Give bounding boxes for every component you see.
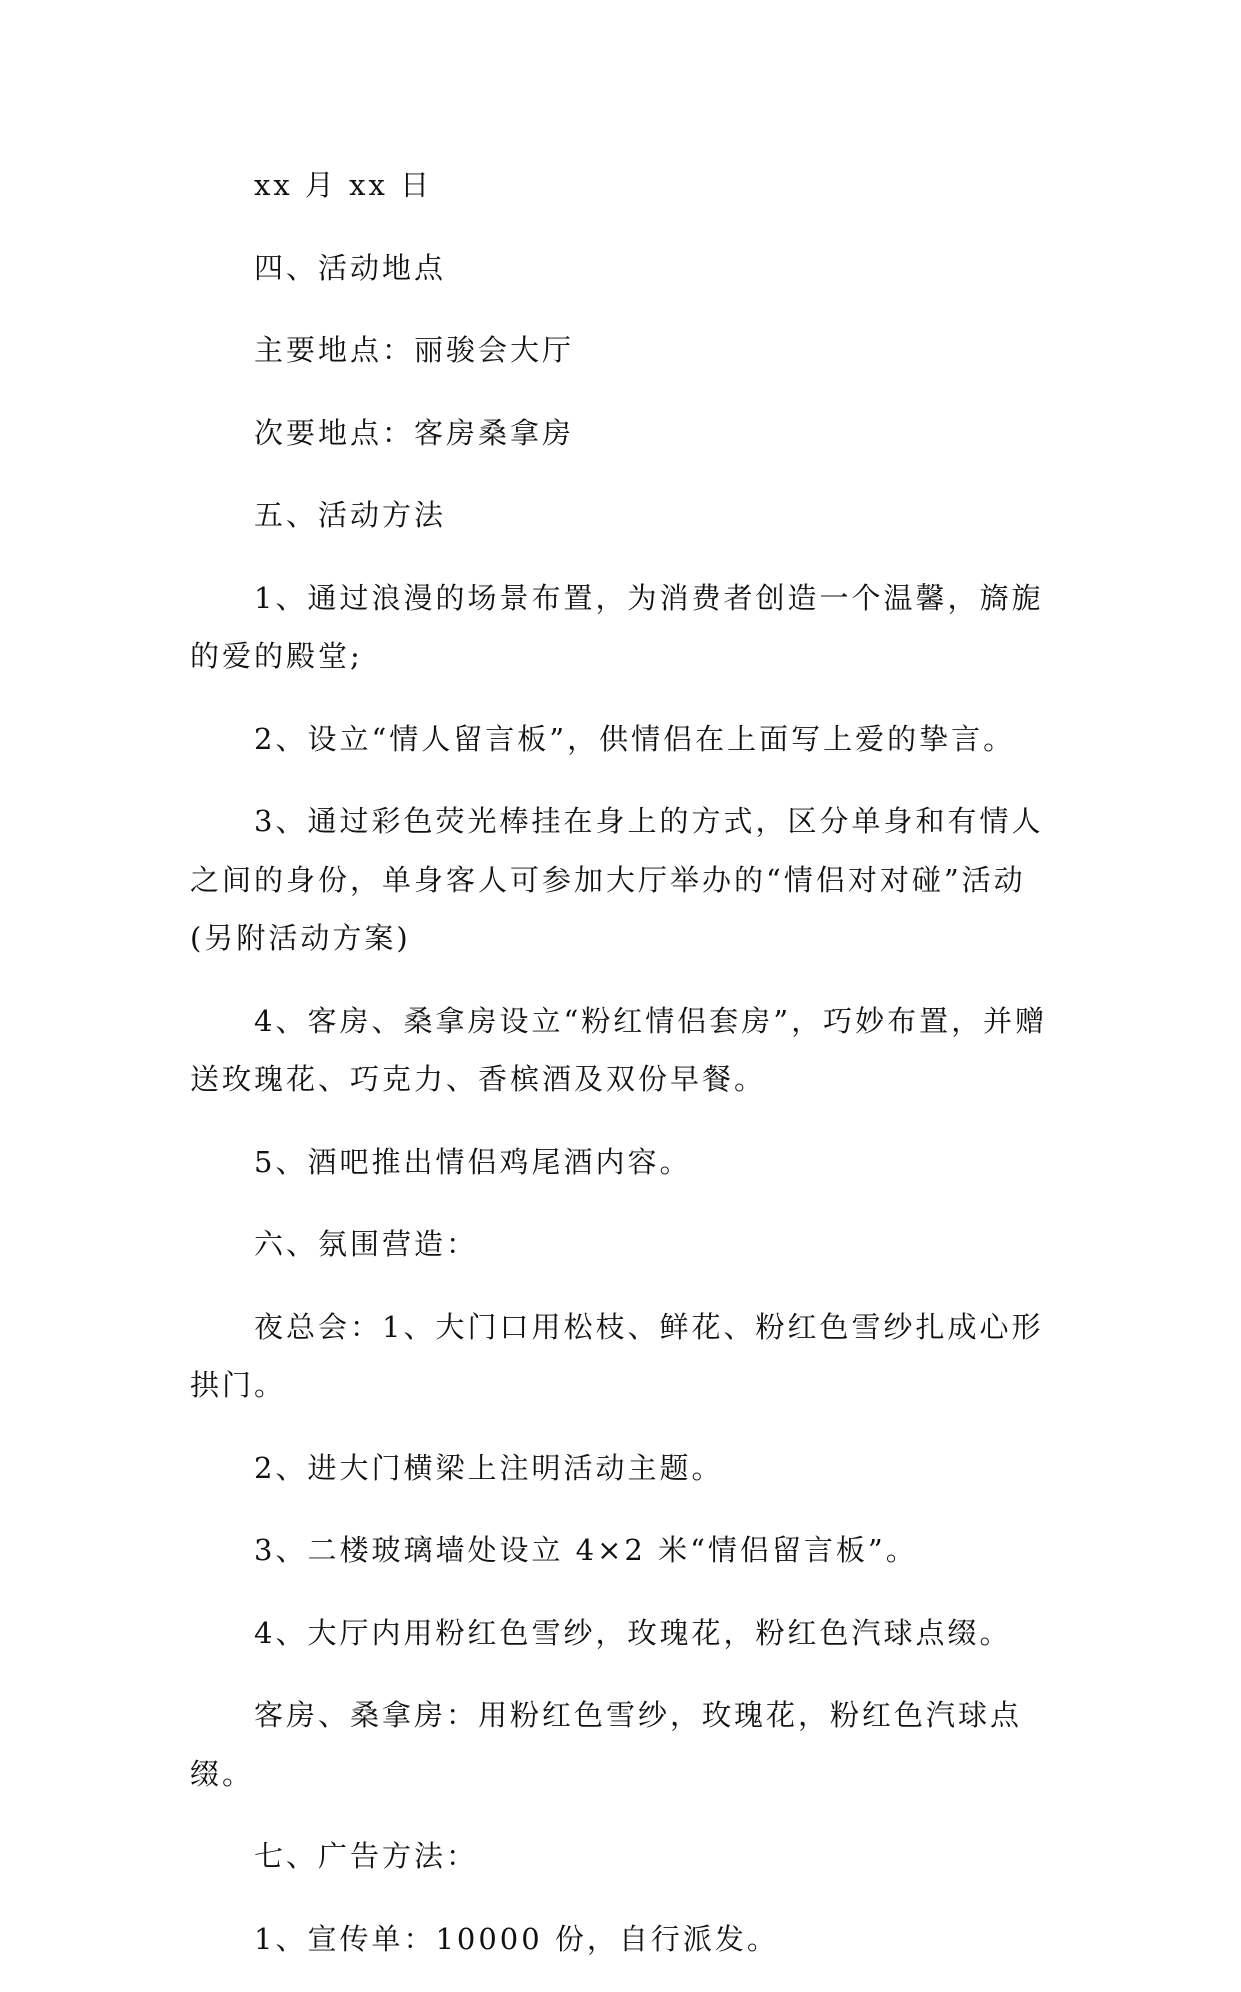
section-heading-atmosphere: 六、氛围营造： <box>254 1227 479 1261</box>
secondary-venue: 次要地点：客房桑拿房 <box>254 415 575 450</box>
atmosphere-item-3: 3、二楼玻璃墙处设立 4×2 米“情侣留言板”。 <box>254 1533 918 1567</box>
method-item-2: 2、设立“情人留言板”，供情侣在上面写上爱的挚言。 <box>254 721 1016 756</box>
document-body <box>190 156 1060 1992</box>
section-heading-methods: 五、活动方法 <box>254 498 447 532</box>
advertising-item-1: 1、宣传单：10000 份，自行派发。 <box>254 1921 779 1956</box>
atmosphere-item-2: 2、进大门横梁上注明活动主题。 <box>254 1450 724 1485</box>
method-item-3: 3、通过彩色荧光棒挂在身上的方式，区分单身和有情人之间的身份，单身客人可参加大厅举办的“情侣对对碰”活动(另附活动方案) <box>190 804 1044 955</box>
atmosphere-item-1: 夜总会：1、大门口用松枝、鲜花、粉红色雪纱扎成心形拱门。 <box>190 1309 1044 1402</box>
atmosphere-item-4: 4、大厅内用粉红色雪纱，玫瑰花，粉红色汽球点缀。 <box>254 1615 1012 1650</box>
date-line: xx 月 xx 日 <box>254 168 433 202</box>
method-item-1: 1、通过浪漫的场景布置，为消费者创造一个温馨，旖旎的爱的殿堂; <box>190 580 1044 673</box>
method-item-4: 4、客房、桑拿房设立“粉红情侣套房”，巧妙布置，并赠送玫瑰花、巧克力、香槟酒及双份早餐。 <box>190 1003 1048 1096</box>
primary-venue: 主要地点：丽骏会大厅 <box>254 333 575 367</box>
method-item-5: 5、酒吧推出情侣鸡尾酒内容。 <box>254 1144 692 1179</box>
atmosphere-rooms: 客房、桑拿房：用粉红色雪纱，玫瑰花，粉红色汽球点缀。 <box>190 1698 1023 1791</box>
section-heading-advertising: 七、广告方法： <box>254 1839 479 1873</box>
section-heading-venue: 四、活动地点 <box>254 250 447 285</box>
